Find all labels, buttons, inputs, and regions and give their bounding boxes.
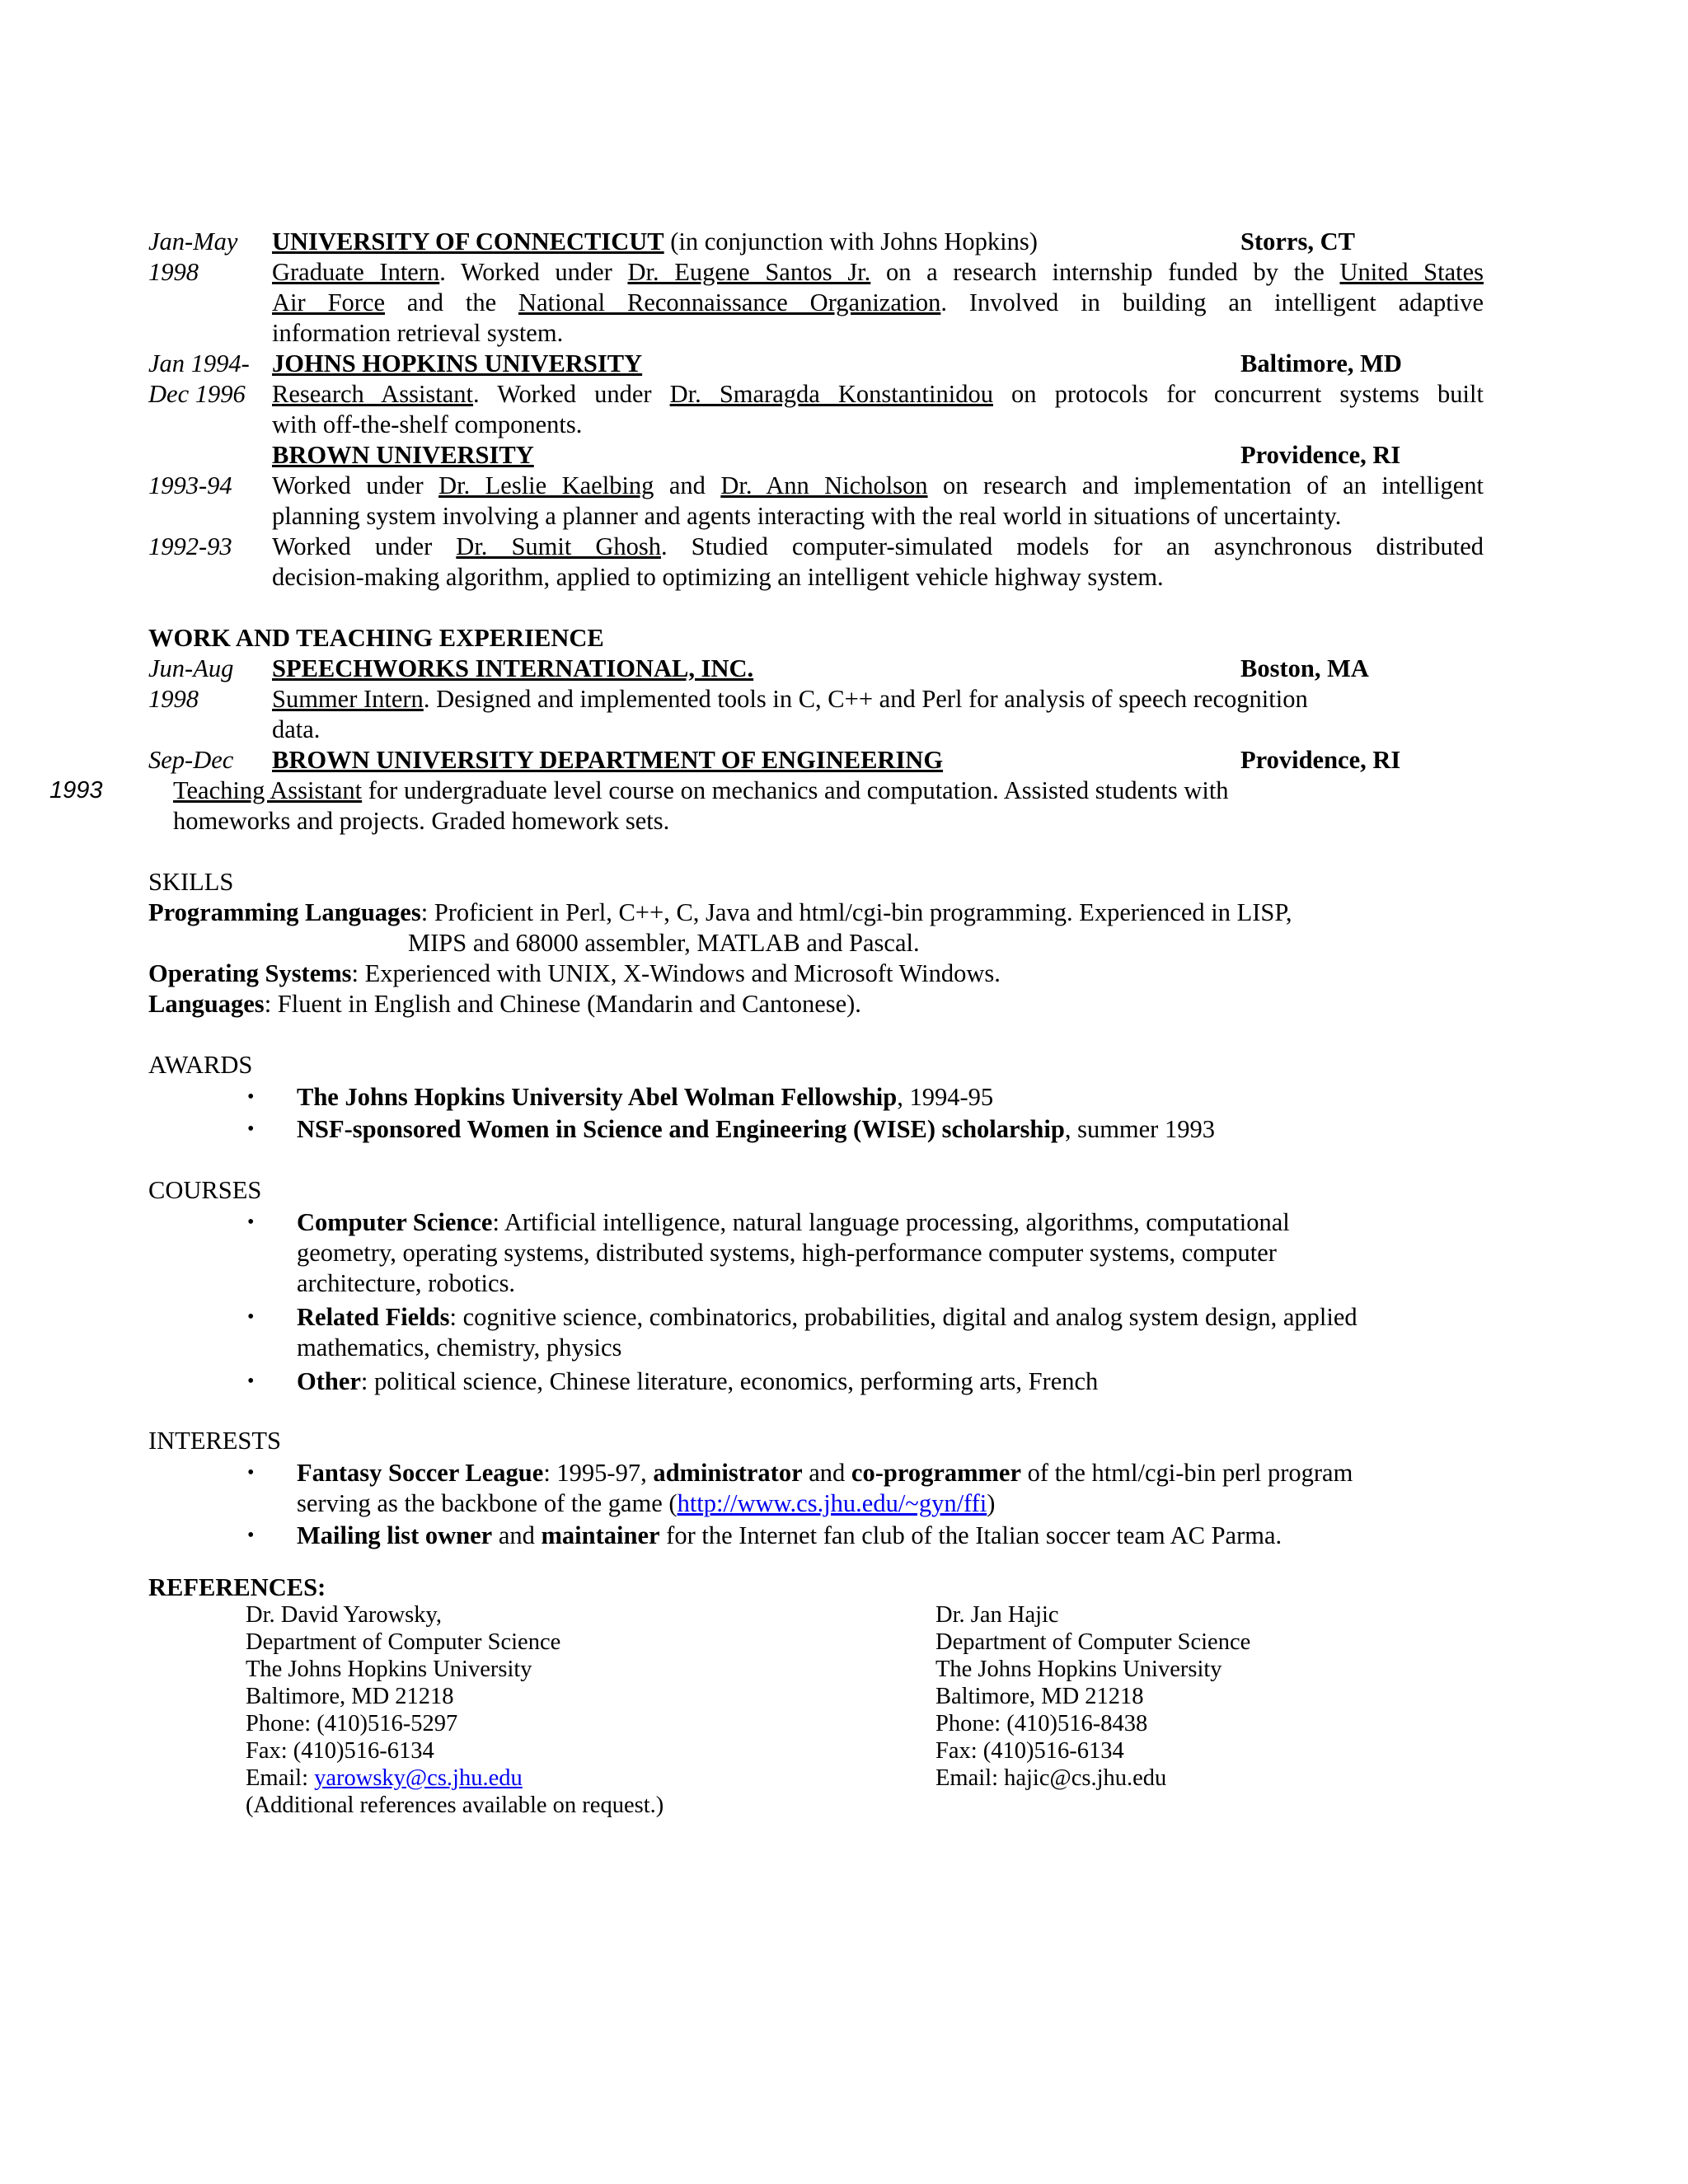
award-item [297, 1114, 1215, 1145]
speechworks-location: Boston, MA [1240, 654, 1369, 682]
interest-item-cont [297, 1488, 995, 1519]
uconn-desc-line2 [272, 288, 1484, 318]
speechworks-date-start: Jun-Aug [148, 654, 234, 682]
brown-location: Providence, RI [1240, 441, 1401, 469]
course-item-cont: architecture, robotics. [297, 1269, 516, 1297]
uconn-desc-line1 [272, 257, 1484, 288]
jhu-advisor: Dr. Smaragda Konstantinidou [669, 380, 993, 408]
bullet-icon: • [247, 1462, 255, 1483]
skills-languages-label: Languages [148, 990, 265, 1018]
brown-text: and [654, 471, 721, 499]
bullet-icon: • [247, 1212, 255, 1233]
brown-text: Worked under [272, 471, 439, 499]
course-label: Related Fields [297, 1303, 450, 1331]
skills-programming-cont: MIPS and 68000 assembler, MATLAB and Pascal. [408, 929, 920, 957]
uconn-text: . Involved in building an intelligent adaptive [940, 288, 1484, 316]
ref1-dept: Department of Computer Science [246, 1629, 561, 1655]
ref2-dept: Department of Computer Science [935, 1629, 1251, 1655]
bullet-icon: • [247, 1371, 255, 1392]
work-heading: WORK AND TEACHING EXPERIENCE [148, 624, 604, 652]
brown-eng-text: for undergraduate level course on mechanics and computation. Assisted students with [362, 776, 1229, 804]
brown-a-line1 [272, 471, 1484, 501]
jhu-desc-line1 [272, 379, 1484, 410]
interest-text: of the html/cgi-bin perl program [1021, 1459, 1353, 1487]
ref1-univ: The Johns Hopkins University [246, 1657, 532, 1682]
ref2-phone: Phone: (410)516-8438 [935, 1711, 1148, 1736]
jhu-location: Baltimore, MD [1240, 349, 1402, 377]
course-label: Computer Science [297, 1208, 493, 1236]
ref1-email-label: Email: [246, 1765, 315, 1791]
speechworks-text: . Designed and implemented tools in C, C++ and Perl for analysis of speech recognition [423, 685, 1308, 713]
award-detail: , 1994-95 [897, 1083, 994, 1111]
award-title: NSF-sponsored Women in Science and Engineering (WISE) scholarship [297, 1115, 1065, 1143]
ref2-city: Baltimore, MD 21218 [935, 1684, 1144, 1709]
uconn-advisor: Dr. Eugene Santos Jr. [627, 258, 871, 286]
interest-item [297, 1458, 1353, 1488]
skills-programming-text: : Proficient in Perl, C++, C, Java and html/cgi-bin programming. Experienced in LISP, [420, 898, 1292, 926]
interest-label: co-programmer [851, 1459, 1021, 1487]
course-item [297, 1366, 1098, 1397]
brown-date-a: 1993-94 [148, 471, 232, 499]
ref2-name: Dr. Jan Hajic [935, 1602, 1059, 1628]
uconn-date-start: Jan-May [148, 227, 238, 255]
course-item [297, 1207, 1290, 1238]
skills-heading: SKILLS [148, 868, 234, 896]
ref-note: (Additional references available on request.) [246, 1793, 664, 1818]
skills-programming [148, 898, 1292, 928]
brown-date-b: 1992-93 [148, 532, 232, 560]
uconn-usaf: Air Force [272, 288, 386, 316]
ref2-email: Email: hajic@cs.jhu.edu [935, 1765, 1167, 1791]
brown-a-line2: planning system involving a planner and agents interacting with the real world in situations of uncertainty. [272, 502, 1342, 530]
uconn-location: Storrs, CT [1240, 227, 1355, 255]
uconn-note: (in conjunction with Johns Hopkins) [663, 227, 1038, 255]
uconn-date-end: 1998 [148, 258, 199, 286]
skills-programming-label: Programming Languages [148, 898, 421, 926]
speechworks-desc-line1 [272, 684, 1308, 715]
ref2-univ: The Johns Hopkins University [935, 1657, 1222, 1682]
speechworks-date-end: 1998 [148, 685, 199, 713]
uconn-role: Graduate Intern [272, 258, 440, 286]
speechworks-desc-line2: data. [272, 715, 321, 743]
uconn-text: and the [385, 288, 519, 316]
bullet-icon: • [247, 1306, 255, 1328]
jhu-date-start: Jan 1994- [148, 349, 250, 377]
brown-org: BROWN UNIVERSITY [272, 441, 534, 469]
brown-text: . Studied computer-simulated models for an asynchronous distributed [661, 532, 1484, 560]
references-heading: REFERENCES: [148, 1573, 326, 1601]
interest-text: for the Internet fan club of the Italian soccer team AC Parma. [659, 1521, 1282, 1549]
brown-advisor: Dr. Sumit Ghosh [456, 532, 662, 560]
course-text: : political science, Chinese literature, economics, performing arts, French [360, 1367, 1099, 1395]
uconn-text: . Worked under [439, 258, 628, 286]
jhu-desc-line2: with off-the-shelf components. [272, 410, 583, 438]
interest-label: administrator [653, 1459, 803, 1487]
course-text: : cognitive science, combinatorics, probabilities, digital and analog system design, applied [449, 1303, 1357, 1331]
skills-os-text: : Experienced with UNIX, X-Windows and Microsoft Windows. [351, 959, 1001, 987]
uconn-org: UNIVERSITY OF CONNECTICUT [272, 227, 664, 255]
ref1-phone: Phone: (410)516-5297 [246, 1711, 458, 1736]
interest-text: : 1995-97, [543, 1459, 654, 1487]
interest-text: and [802, 1459, 851, 1487]
brown-b-line1 [272, 532, 1484, 562]
brown-text: Worked under [272, 532, 457, 560]
course-item [297, 1302, 1357, 1333]
brown-advisor: Dr. Leslie Kaelbing [438, 471, 654, 499]
ref1-name: Dr. David Yarowsky, [246, 1602, 443, 1628]
interest-label: Mailing list owner [297, 1521, 493, 1549]
course-item-cont: mathematics, chemistry, physics [297, 1333, 622, 1361]
uconn-desc-line3: information retrieval system. [272, 319, 564, 347]
ref1-fax: Fax: (410)516-6134 [246, 1738, 434, 1764]
ref1-email-link[interactable]: yarowsky@cs.jhu.edu [314, 1765, 523, 1791]
interest-text: and [492, 1521, 542, 1549]
course-label: Other [297, 1367, 361, 1395]
skills-languages-text: : Fluent in English and Chinese (Mandarin and Cantonese). [264, 990, 861, 1018]
awards-heading: AWARDS [148, 1051, 253, 1079]
interest-item [297, 1521, 1282, 1551]
brown-eng-date-end: 1993 [49, 777, 103, 804]
speechworks-role: Summer Intern [272, 685, 424, 713]
brown-eng-role: Teaching Assistant [173, 776, 363, 804]
award-title: The Johns Hopkins University Abel Wolman Fellowship [297, 1083, 898, 1111]
bullet-icon: • [247, 1118, 255, 1140]
interest-text: serving as the backbone of the game ( [297, 1489, 678, 1517]
interest-text: ) [987, 1489, 996, 1517]
jhu-org: JOHNS HOPKINS UNIVERSITY [272, 349, 643, 377]
brown-eng-org: BROWN UNIVERSITY DEPARTMENT OF ENGINEERING [272, 746, 944, 774]
jhu-text: . Worked under [473, 380, 670, 408]
jhu-date-end: Dec 1996 [148, 380, 246, 408]
skills-languages [148, 989, 861, 1019]
brown-advisor: Dr. Ann Nicholson [720, 471, 928, 499]
bullet-icon: • [247, 1525, 255, 1546]
interest-label: maintainer [541, 1521, 660, 1549]
jhu-text: on protocols for concurrent systems built [992, 380, 1484, 408]
brown-b-line2: decision-making algorithm, applied to optimizing an intelligent vehicle highway system. [272, 563, 1164, 591]
bullet-icon: • [247, 1086, 255, 1108]
course-text: : Artificial intelligence, natural language processing, algorithms, computational [492, 1208, 1290, 1236]
brown-eng-desc-line2: homeworks and projects. Graded homework sets. [173, 807, 670, 835]
uconn-nro: National Reconnaissance Organization [518, 288, 941, 316]
interests-heading: INTERESTS [148, 1427, 281, 1455]
uconn-usaf: United States [1339, 258, 1484, 286]
skills-os-label: Operating Systems [148, 959, 352, 987]
course-item-cont: geometry, operating systems, distributed systems, high-performance computer systems, computer [297, 1239, 1277, 1267]
skills-os [148, 958, 1001, 989]
courses-heading: COURSES [148, 1176, 262, 1204]
fantasy-soccer-link[interactable]: http://www.cs.jhu.edu/~gyn/ffi [677, 1489, 987, 1517]
brown-text: on research and implementation of an intelligent [927, 471, 1484, 499]
interest-label: Fantasy Soccer League [297, 1459, 544, 1487]
award-item [297, 1082, 993, 1113]
award-detail: , summer 1993 [1064, 1115, 1215, 1143]
uconn-text: on a research internship funded by the [870, 258, 1340, 286]
jhu-role: Research Assistant [272, 380, 474, 408]
uconn-heading [272, 227, 1038, 257]
brown-eng-date-start: Sep-Dec [148, 746, 234, 774]
ref2-fax: Fax: (410)516-6134 [935, 1738, 1124, 1764]
brown-eng-desc-line1 [173, 776, 1229, 806]
ref1-email [246, 1765, 523, 1793]
brown-eng-location: Providence, RI [1240, 746, 1401, 774]
speechworks-org: SPEECHWORKS INTERNATIONAL, INC. [272, 654, 754, 682]
ref1-city: Baltimore, MD 21218 [246, 1684, 454, 1709]
